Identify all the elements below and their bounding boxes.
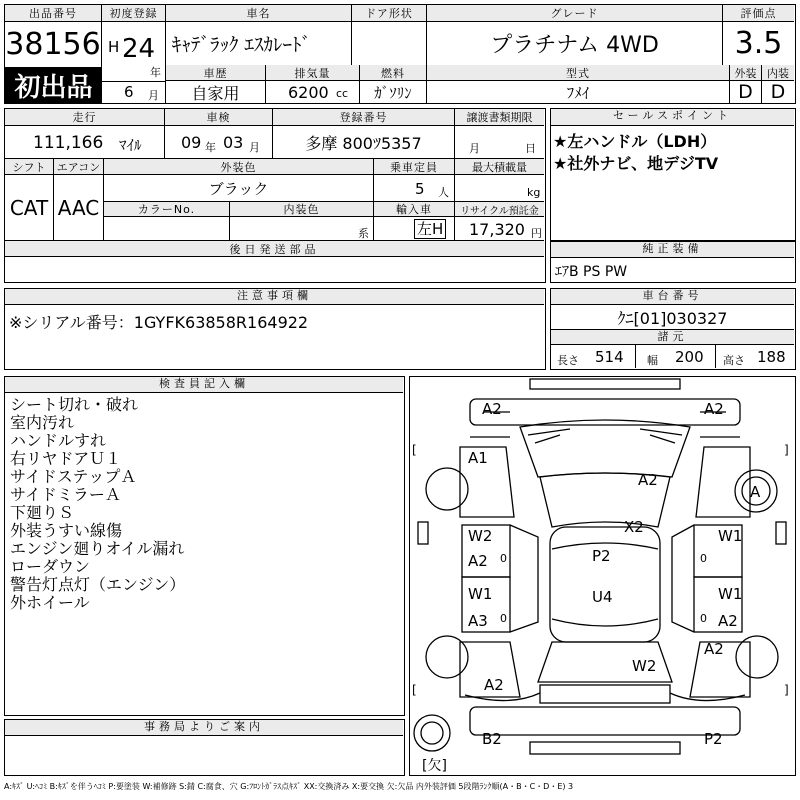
first-reg-year: 24 xyxy=(122,34,156,64)
damage-mark: X2 xyxy=(624,518,644,536)
height-value: 188 xyxy=(757,348,786,366)
car-name-label: 車名 xyxy=(166,5,352,22)
specs-label: 諸元 xyxy=(551,330,794,345)
mileage-label: 走行 xyxy=(5,109,165,126)
listing-no-label: 出品番号 xyxy=(5,5,102,22)
damage-mark: A2 xyxy=(718,612,738,630)
caution-label: 注意事項欄 xyxy=(5,289,544,305)
first-reg-month-cell xyxy=(102,82,166,103)
vehicle-detail-block xyxy=(4,108,546,283)
car-diagram xyxy=(409,376,796,776)
damage-mark: A2 xyxy=(704,400,724,418)
sales-point-block xyxy=(550,108,796,241)
damage-mark: A xyxy=(750,483,761,501)
mirror-bracket-open: [ xyxy=(412,683,417,697)
displacement-value: 6200 xyxy=(288,83,329,102)
ac-label: エアコン xyxy=(54,159,104,175)
genuine-equipment-block xyxy=(550,241,796,283)
inspector-line: 外ホイール xyxy=(10,593,90,612)
transfer-label: 譲渡書類期限 xyxy=(455,109,544,126)
width-label: 幅 xyxy=(647,354,658,367)
damage-mark: P2 xyxy=(704,730,723,748)
ac-value: AAC xyxy=(54,175,104,241)
sales-line-1: ★左ハンドル（LDH） xyxy=(553,132,717,151)
mirror-bracket-close: ] xyxy=(784,683,789,697)
displacement-label: 排気量 xyxy=(266,65,360,81)
interior-color-label: 内装色 xyxy=(230,202,374,217)
load-label: 最大積載量 xyxy=(455,159,544,175)
height-label: 高さ xyxy=(723,354,745,367)
office-block xyxy=(4,719,405,776)
inspection-year: 09 xyxy=(181,133,202,152)
damage-mark: A1 xyxy=(468,449,488,467)
displacement-unit: cc xyxy=(336,87,349,100)
sales-point-label: セールスポイント xyxy=(551,109,794,126)
color-value: ブラック xyxy=(104,175,374,202)
legend: A:ｷｽﾞ U:ﾍｺﾐ B:ｷｽﾞを伴うﾍｺﾐ P:要塗装 W:補修跡 S:錆 C:腐食、穴 G:ﾌﾛﾝﾄｶﾞﾗｽ点ｷｽﾞ XX:交換済み X:要交換 欠:欠品 内外装評価 5段階ﾗﾝｸ順(A・B・C・D・E) 3 xyxy=(4,782,574,791)
damage-mark: U4 xyxy=(592,588,613,606)
specs-row xyxy=(551,345,794,368)
grade-label: グレード xyxy=(427,5,723,22)
exterior-value: D xyxy=(730,81,762,103)
car-name: ｷｬﾃﾞﾗｯｸ ｴｽｶﾚｰﾄﾞ xyxy=(166,22,352,65)
capacity-label: 乗車定員 xyxy=(374,159,455,175)
recycle-value: 17,320 xyxy=(469,220,525,239)
length-value: 514 xyxy=(595,348,624,366)
genuine-value: ｴｱB PS PW xyxy=(555,264,628,280)
fuel-value: ｶﾞｿﾘﾝ xyxy=(360,81,427,103)
inspector-line: 外装うすい線傷 xyxy=(10,521,123,540)
color-no-label: カラーNo. xyxy=(104,202,230,217)
score-value: 3.5 xyxy=(734,26,783,61)
damage-mark: A3 xyxy=(468,612,488,630)
inspection-year-unit: 年 xyxy=(205,141,216,154)
width-value: 200 xyxy=(675,348,704,366)
interior-label: 内装 xyxy=(762,65,794,81)
inspector-line: ローダウン xyxy=(10,557,91,576)
zero-mark: 0 xyxy=(500,552,507,565)
first-listing-badge: 初出品 xyxy=(5,67,102,103)
capacity-value: 5 xyxy=(415,180,425,198)
score-label: 評価点 xyxy=(723,5,794,22)
import-label: 輸入車 xyxy=(374,202,455,217)
displacement-cell xyxy=(266,81,360,103)
shift-label: シフト xyxy=(5,159,54,175)
car-outline xyxy=(410,377,794,774)
first-reg-date xyxy=(102,22,166,82)
load-unit: kg xyxy=(527,186,541,199)
year-unit: 年 xyxy=(150,66,161,79)
interior-color-unit: 系 xyxy=(358,227,369,240)
caution-block xyxy=(4,288,546,370)
first-reg-label: 初度登録 xyxy=(102,5,166,22)
damage-mark: A2 xyxy=(482,400,502,418)
zero-mark: 0 xyxy=(700,612,707,625)
mirror-bracket-close: ] xyxy=(784,443,789,457)
recycle-unit: 円 xyxy=(531,227,542,240)
door-value xyxy=(352,22,427,65)
capacity-cell xyxy=(374,175,455,202)
damage-mark: W1 xyxy=(718,527,743,545)
chassis-label: 車台番号 xyxy=(551,289,794,305)
listing-no: 38156 xyxy=(5,22,102,67)
inspector-line: 右リヤドアＵ１ xyxy=(10,449,122,468)
damage-mark: P2 xyxy=(592,547,611,565)
sales-line-2: ★社外ナビ、地デジTV xyxy=(553,154,719,173)
grade-value: プラチナム 4WD xyxy=(427,22,723,65)
genuine-label: 純正装備 xyxy=(551,242,794,258)
later-parts-value xyxy=(5,257,544,281)
transfer-day-unit: 日 xyxy=(525,142,536,155)
length-label: 長さ xyxy=(557,354,579,367)
damage-mark: A2 xyxy=(704,640,724,658)
damage-mark: W1 xyxy=(718,585,743,603)
damage-mark: B2 xyxy=(482,730,502,748)
door-label: ドア形状 xyxy=(352,5,427,22)
load-cell xyxy=(455,175,544,202)
zero-mark: 0 xyxy=(700,552,707,565)
damage-mark: W2 xyxy=(632,657,657,675)
import-cell xyxy=(374,217,455,241)
history-label: 車歴 xyxy=(166,65,266,81)
model-value: ﾌﾒｲ xyxy=(427,81,730,103)
damage-mark: A2 xyxy=(468,552,488,570)
damage-mark: A2 xyxy=(484,676,504,694)
chassis-value: ｸﾆ[01]030327 xyxy=(551,305,794,330)
import-value: 左H xyxy=(414,219,446,239)
inspector-label: 検査員記入欄 xyxy=(5,377,403,393)
recycle-cell xyxy=(455,217,544,241)
reg-no-label: 登録番号 xyxy=(273,109,455,126)
inspector-block xyxy=(4,376,405,716)
mileage-cell xyxy=(5,126,165,159)
inspector-line: 室内汚れ xyxy=(10,413,75,432)
month-unit: 月 xyxy=(148,89,159,102)
transfer-cell xyxy=(455,126,544,159)
capacity-unit: 人 xyxy=(438,186,449,199)
mileage-value: 111,166 xyxy=(33,133,104,153)
transfer-month-unit: 月 xyxy=(469,142,480,155)
inspection-cell xyxy=(165,126,273,159)
header-block xyxy=(4,4,796,104)
fuel-label: 燃料 xyxy=(360,65,427,81)
inspector-line: 警告灯点灯（エンジン） xyxy=(10,575,186,594)
mirror-bracket-open: [ xyxy=(412,443,417,457)
color-no-value xyxy=(104,217,230,241)
inspector-line: サイドステップＡ xyxy=(10,467,137,486)
damage-mark: W2 xyxy=(468,527,493,545)
inspector-line: エンジン廻りオイル漏れ xyxy=(10,539,185,558)
model-label: 型式 xyxy=(427,65,730,81)
office-label: 事務局よりご案内 xyxy=(5,720,403,736)
zero-mark: 0 xyxy=(500,612,507,625)
first-reg-era: H xyxy=(108,38,120,56)
interior-color-cell xyxy=(230,217,374,241)
recycle-label: リサイクル預託金 xyxy=(455,202,544,217)
inspector-line: サイドミラーＡ xyxy=(10,485,121,504)
inspector-line: ハンドルすれ xyxy=(10,431,107,450)
interior-value: D xyxy=(770,81,786,103)
history-value: 自家用 xyxy=(166,81,266,103)
inspector-line: 下廻りＳ xyxy=(10,503,75,522)
reg-no-value: 多摩 800ﾂ5357 xyxy=(273,126,455,159)
inspector-line: シート切れ・破れ xyxy=(10,395,139,414)
spare-label: [欠] xyxy=(422,758,447,774)
caution-text: ※シリアル番号：1GYFK63858R164922 xyxy=(9,313,309,332)
first-reg-month: 6 xyxy=(124,83,134,101)
inspector-lines xyxy=(10,396,185,612)
inspection-label: 車検 xyxy=(165,109,273,126)
damage-mark: A2 xyxy=(638,471,658,489)
damage-mark: W1 xyxy=(468,585,493,603)
exterior-label: 外装 xyxy=(730,65,762,81)
inspection-month-unit: 月 xyxy=(249,141,260,154)
mileage-unit: ﾏｲﾙ xyxy=(119,136,142,154)
later-parts-label: 後日発送部品 xyxy=(5,241,544,257)
shift-value: CAT xyxy=(5,175,54,241)
color-label: 外装色 xyxy=(104,159,374,175)
inspection-month: 03 xyxy=(223,133,244,152)
chassis-block xyxy=(550,288,796,370)
